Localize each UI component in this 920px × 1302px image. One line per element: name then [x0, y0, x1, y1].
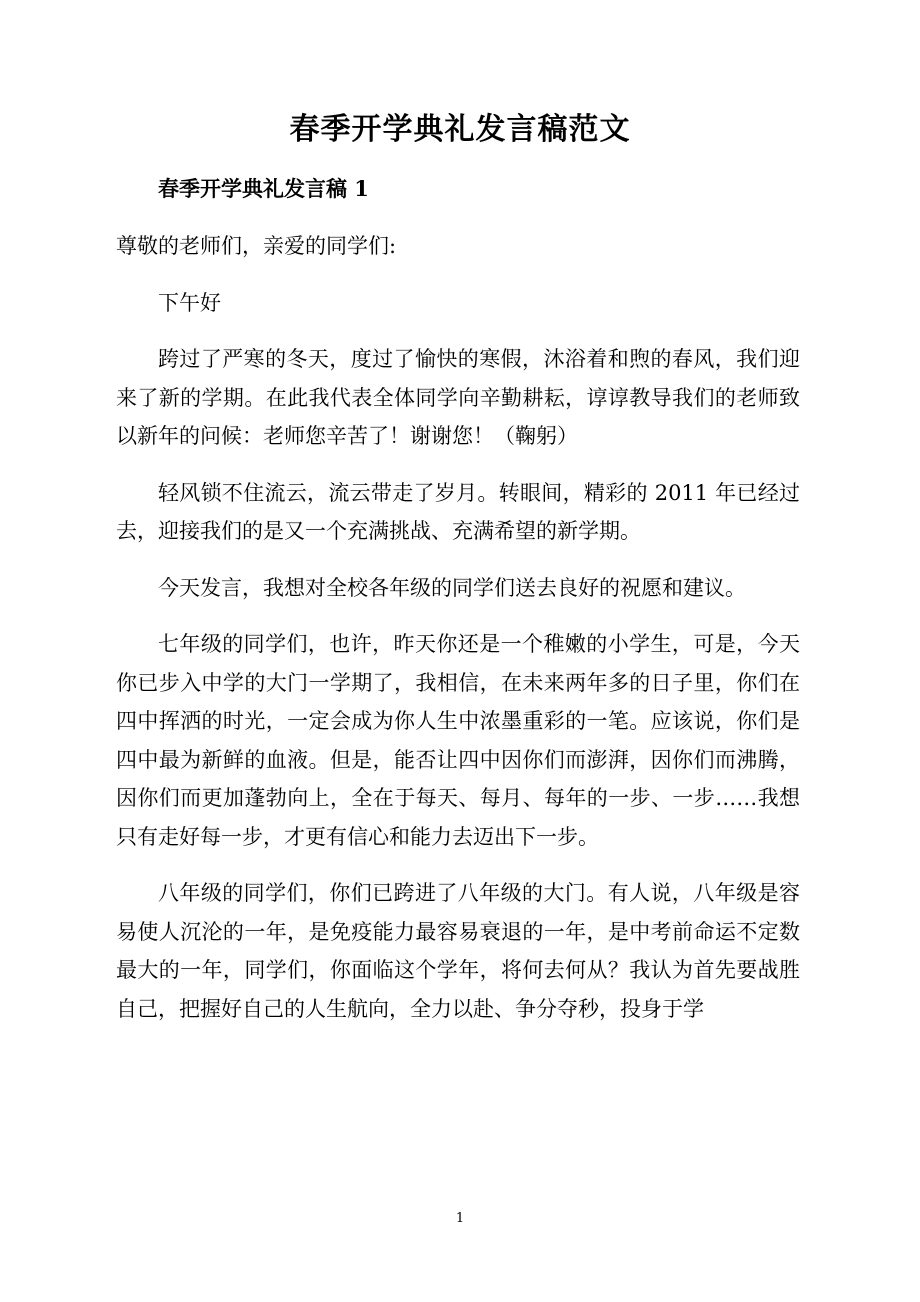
- document-title: 春季开学典礼发言稿范文: [289, 112, 631, 147]
- body-paragraph: 轻风锁不住流云，流云带走了岁月。转眼间，精彩的 2011 年已经过去，迎接我们的是又一个充满挑战、充满希望的新学期。: [116, 480, 800, 543]
- body-paragraph: 七年级的同学们，也许，昨天你还是一个稚嫩的小学生，可是，今天你已步入中学的大门一学期了，我相信，在未来两年多的日子里，你们在四中挥洒的时光，一定会成为你人生中浓墨重彩的一笔。应该说，你们是四中最为新鲜的血液。但是，能否让四中因你们而澎湃，因你们而沸腾，因你们而更加蓬勃向上，全在于每天、每月、每年的一步、一步……我想只有走好每一步，才更有信心和能力去迈出下一步。: [116, 632, 800, 849]
- body-paragraph: 跨过了严寒的冬天，度过了愉快的寒假，沐浴着和煦的春风，我们迎来了新的学期。在此我代表全体同学向辛勤耕耘，谆谆教导我们的老师致以新年的问候：老师您辛苦了！谢谢您！（鞠躬）: [116, 347, 800, 448]
- page-number: 1: [455, 1211, 465, 1226]
- document-body: [116, 227, 800, 1046]
- section-heading: 春季开学典礼发言稿 1: [158, 176, 369, 201]
- body-paragraph: 今天发言，我想对全校各年级的同学们送去良好的祝愿和建议。: [158, 575, 746, 600]
- body-paragraph: 八年级的同学们，你们已跨进了八年级的大门。有人说，八年级是容易使人沉沦的一年，是免疫能力最容易衰退的一年，是中考前命运不定数最大的一年，同学们，你面临这个学年，将何去何从？我认为首先要战胜自己，把握好自己的人生航向，全力以赴、争分夺秒，投身于学: [116, 881, 800, 1021]
- salutation-paragraph: 尊敬的老师们，亲爱的同学们:: [116, 234, 397, 258]
- greeting-paragraph: 下午好: [158, 290, 221, 315]
